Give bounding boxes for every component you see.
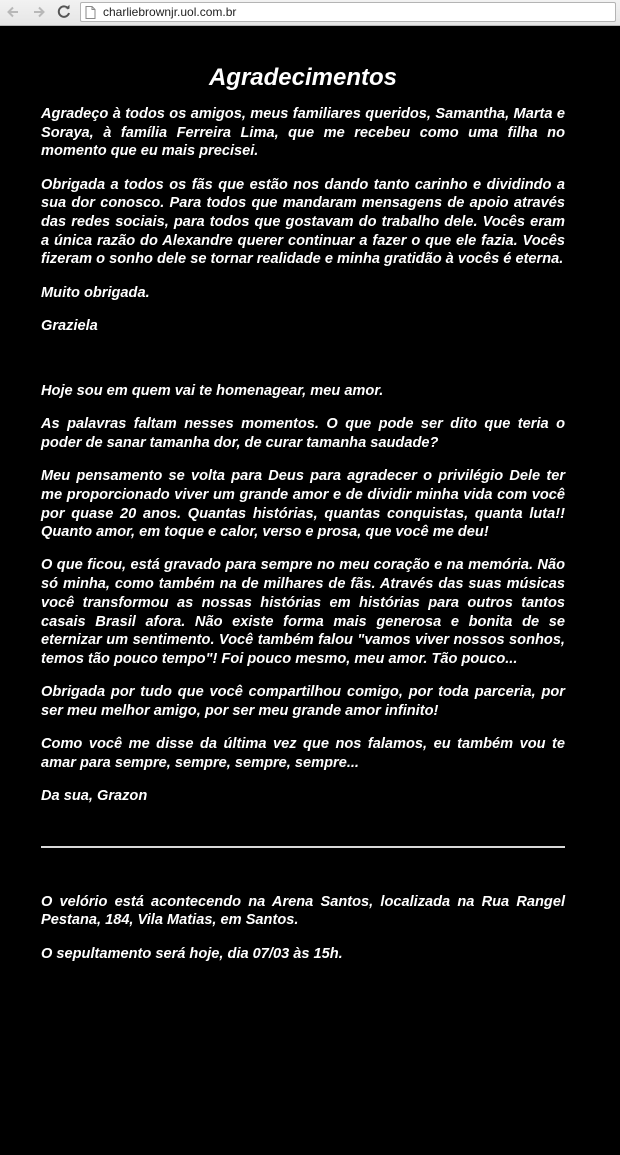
paragraph: O que ficou, está gravado para sempre no meu coração e na memória. Não só minha, como também na de milhares de fãs. Através das suas músicas você transformou as nossas histórias em histórias para outros tantos casais Brasil afora. Não existe forma mais generosa e bonita de se eternizar um sentimento. Você também falou "vamos viver nossos sonhos, temos tão pouco tempo"! Foi pouco mesmo, meu amor. Tão pouco...: [41, 557, 565, 667]
paragraph: Meu pensamento se volta para Deus para agradecer o privilégio Dele ter me proporcionado viver um grande amor e de dividir minha vida com você por quase 20 anos. Quantas histórias, quantas conquistas, quanta luta!! Quanto amor, em toque e calor, verso e prosa, que você me deu!: [41, 468, 565, 541]
reload-icon: [56, 4, 72, 20]
paragraph: Como você me disse da última vez que nos falamos, eu também vou te amar para sempre, sempre, sempre, sempre...: [41, 736, 565, 771]
divider: [41, 846, 565, 848]
reload-button[interactable]: [55, 3, 73, 21]
notice-paragraph: O sepultamento será hoje, dia 07/03 às 15h.: [41, 945, 343, 962]
paragraph: Agradeço à todos os amigos, meus familiares queridos, Samantha, Marta e Soraya, à família Ferreira Lima, que me recebeu como uma filha no momento que eu mais precisei.: [41, 106, 565, 160]
signature: Graziela: [41, 317, 98, 334]
paragraph: Muito obrigada.: [41, 284, 150, 301]
back-arrow-icon: [6, 5, 20, 19]
paragraph: Hoje sou em quem vai te homenagear, meu amor.: [41, 383, 384, 400]
paragraph: Obrigada por tudo que você compartilhou comigo, por toda parceria, por ser meu melhor amigo, por ser meu grande amor infinito!: [41, 684, 565, 719]
address-bar[interactable]: [80, 2, 616, 22]
back-button[interactable]: [4, 3, 22, 21]
page-icon: [85, 5, 99, 19]
browser-toolbar: [0, 0, 620, 26]
url-text[interactable]: charliebrownjr.uol.com.br: [103, 5, 237, 19]
forward-button[interactable]: [30, 3, 48, 21]
notice-paragraph: O velório está acontecendo na Arena Santos, localizada na Rua Rangel Pestana, 184, Vila Matias, em Santos.: [41, 893, 565, 929]
signature: Da sua, Grazon: [41, 787, 148, 804]
page-title: Agradecimentos: [208, 64, 398, 91]
paragraph: Obrigada a todos os fãs que estão nos dando tanto carinho e dividindo a sua dor conosco. Para todos que mandaram mensagens de apoio através das redes sociais, para todos que gostavam do trabalho dele. Vocês eram a única razão do Alexandre querer continuar a fazer o que ele fazia. Vocês fizeram o sonho dele se tornar realidade e minha gratidão à vocês é eterna.: [41, 176, 565, 268]
article: [0, 26, 620, 963]
spacer: [41, 350, 565, 382]
paragraph: As palavras faltam nesses momentos. O que pode ser dito que teria o poder de sanar tamanha dor, de curar tamanha saudade?: [41, 416, 565, 451]
forward-arrow-icon: [32, 5, 46, 19]
